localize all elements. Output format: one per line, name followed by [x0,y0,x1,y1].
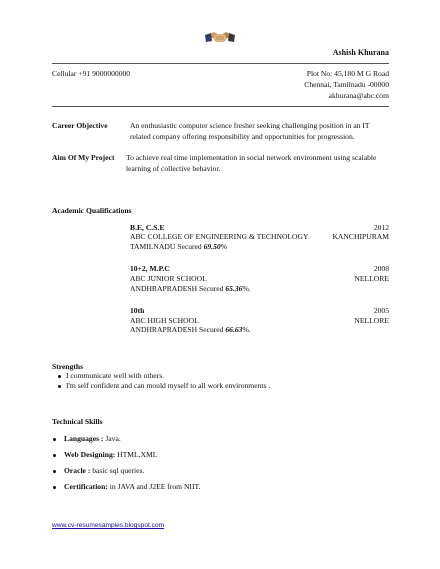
cellular-number: Cellular +91 9000000000 [52,69,131,78]
handshake-logo [205,26,235,48]
score-suffix: % [220,242,228,251]
skill-item [64,450,157,459]
footer-website-link[interactable]: www.cv-resumesamples.blogspot.com [52,522,165,529]
institution-city: NELLORE [354,274,389,283]
skill-value: Java. [103,434,121,443]
skill-label: Web Designing: [64,450,116,459]
secured-score-line [130,284,251,293]
state-prefix: TAMILNADU Secured [130,242,204,251]
degree-year: 2012 [373,223,389,232]
strengths-heading: Strengths [52,362,84,371]
state-prefix: ANDHRAPRADESH Secured [130,284,226,293]
bullet-icon [53,470,56,473]
skill-label: Oracle : [64,466,91,475]
skill-item [64,466,144,475]
career-objective-line-2: related company offering responsibility and opportunities for progression. [130,132,355,141]
contact-divider [52,106,389,107]
address-line-2: Chennai, Tamilnadu -00000 [304,80,389,89]
skill-label: Languages : [64,434,104,443]
institution-city: NELLORE [354,316,389,325]
degree-year: 2008 [373,264,389,273]
degree-title: 10+2, M.P.C [130,264,170,273]
skill-item [64,434,121,443]
bullet-icon [53,438,56,441]
skill-value: HTML,XML [115,450,158,459]
bullet-icon [58,375,61,378]
aim-project-line-2: learning of collective behavior. [126,164,221,173]
address-line-1: Plot No: 45,180 M G Road [306,69,389,78]
career-objective-line-1: An enthusiastic computer science fresher seeking challenging position in an IT [130,121,370,130]
degree-title: 10th [130,306,145,315]
aim-project-line-1: To achieve real time implementation in social network environment using scalable [126,153,377,162]
score-suffix: %. [242,325,251,334]
institution-name: ABC HIGH SCHOOL [130,316,199,325]
aim-project-label: Aim Of My Project [52,153,115,162]
bullet-icon [53,454,56,457]
career-objective-label: Career Objective [52,121,108,130]
secured-score-line [130,242,227,251]
skill-label: Certification: [64,482,108,491]
technical-skills-heading: Technical Skills [52,417,103,426]
bullet-icon [53,486,56,489]
institution-city: KANCHIPURAM [332,232,389,241]
degree-title: B.E, C.S.E [130,223,165,232]
score-suffix: %. [242,284,251,293]
institution-name: ABC COLLEGE OF ENGINEERING & TECHNOLOGY [130,232,309,241]
skill-value: basic sql queries. [90,466,145,475]
state-prefix: ANDHRAPRADESH Secured [130,325,226,334]
strength-item: I communicate well with others. [66,371,165,380]
skill-item [64,482,200,491]
degree-year: 2005 [373,306,389,315]
bullet-icon [58,385,61,388]
strength-item: I'm self confident and can mould myself to all work environments . [66,381,271,390]
score-value: 65.36 [225,284,243,293]
email-address: akhurana@abc.com [328,91,389,100]
score-value: 66.63 [225,325,243,334]
skill-value: in JAVA and J2EE from NIIT. [107,482,201,491]
score-value: 69.50 [203,242,221,251]
institution-name: ABC JUNIOR SCHOOL [130,274,207,283]
header-divider [52,63,389,64]
secured-score-line [130,325,251,334]
candidate-name: Ashish Khurana [332,48,389,57]
academic-heading: Academic Qualifications [52,206,132,215]
